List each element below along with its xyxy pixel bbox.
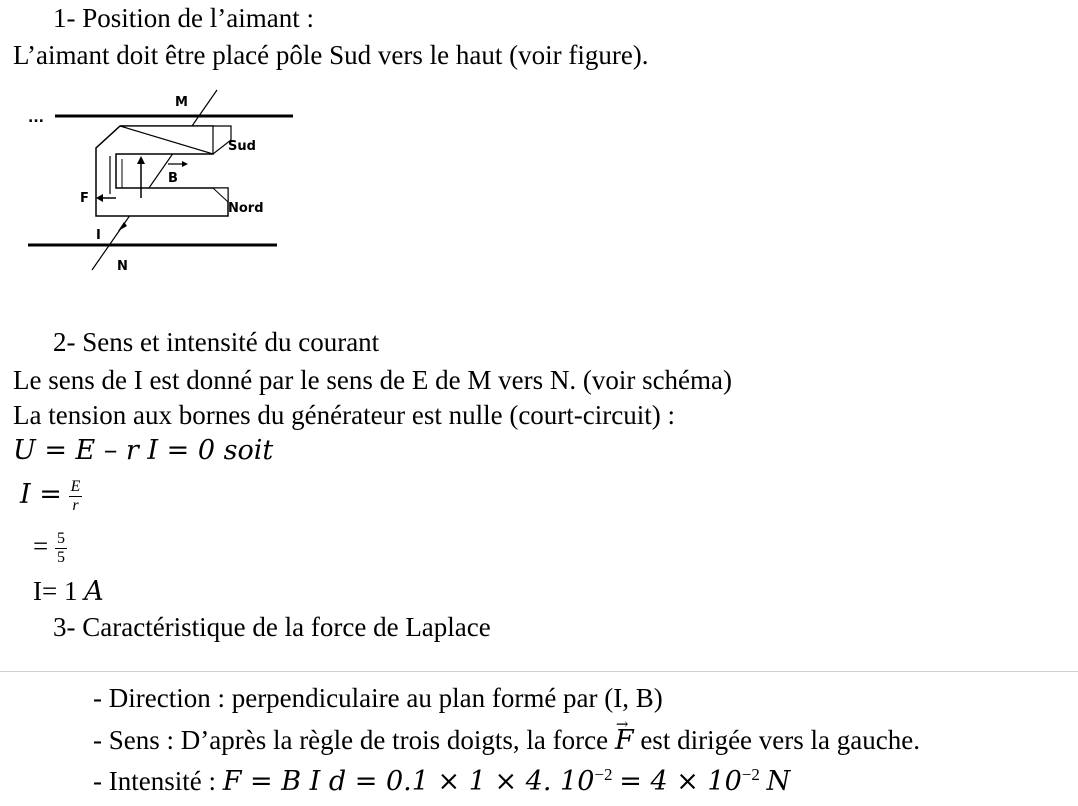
dots-label: ... <box>28 110 44 126</box>
intensite-unit: N <box>766 766 791 797</box>
section-2-line2: La tension aux bornes du générateur est nulle (court-circuit) : <box>13 400 676 430</box>
result-label: I= 1 <box>33 576 78 606</box>
section-1-text: L’aimant doit être placé pôle Sud vers le haut (voir figure). <box>13 40 649 70</box>
label-i: I <box>96 228 101 243</box>
fraction-e-over-r <box>69 478 83 515</box>
label-f: F <box>80 191 89 206</box>
sens-pre: - Sens : D’après la règle de trois doigts, la force <box>93 725 609 755</box>
magnet-figure <box>20 84 310 280</box>
equation-numeric-fraction <box>33 524 67 568</box>
force-direction: - Direction : perpendiculaire au plan formé par (I, B) <box>93 683 663 713</box>
frac-num: E <box>70 478 81 496</box>
equation-u: U = E – r I = 0 soit <box>13 435 274 466</box>
force-vector-symbol: → F <box>615 725 634 757</box>
sens-post: est dirigée vers la gauche. <box>640 725 920 755</box>
force-sens <box>93 724 920 757</box>
result-current <box>33 575 104 608</box>
exponent-2: −2 <box>741 765 760 784</box>
i-lhs: I = <box>20 479 62 510</box>
eq-sign: = <box>33 531 49 561</box>
intensite-eq2: = 4 × 10 <box>619 766 742 797</box>
frac-den: r <box>72 497 79 515</box>
section-3-heading: 3- Caractéristique de la force de Laplace <box>53 612 491 642</box>
label-m: M <box>175 95 188 110</box>
label-nord: Nord <box>228 201 264 216</box>
force-intensite <box>93 759 790 798</box>
intensite-label: - Intensité : <box>93 766 216 796</box>
label-sud: Sud <box>228 139 256 154</box>
section-2-heading: 2- Sens et intensité du courant <box>53 327 380 357</box>
frac-den: 5 <box>56 549 65 567</box>
fraction-5-over-5 <box>55 530 67 567</box>
label-n: N <box>117 259 128 274</box>
result-unit: A <box>84 576 104 607</box>
label-b: B <box>168 171 178 186</box>
section-2-line1: Le sens de I est donné par le sens de E de M vers N. (voir schéma) <box>13 365 733 395</box>
section-1-heading: 1- Position de l’aimant : <box>53 3 314 33</box>
exponent-1: −2 <box>594 765 613 784</box>
frac-num: 5 <box>56 530 65 548</box>
equation-i-fraction <box>20 472 82 517</box>
intensite-eq: F = B I d = 0.1 × 1 × 4. 10 <box>222 766 595 797</box>
divider <box>0 671 1078 672</box>
